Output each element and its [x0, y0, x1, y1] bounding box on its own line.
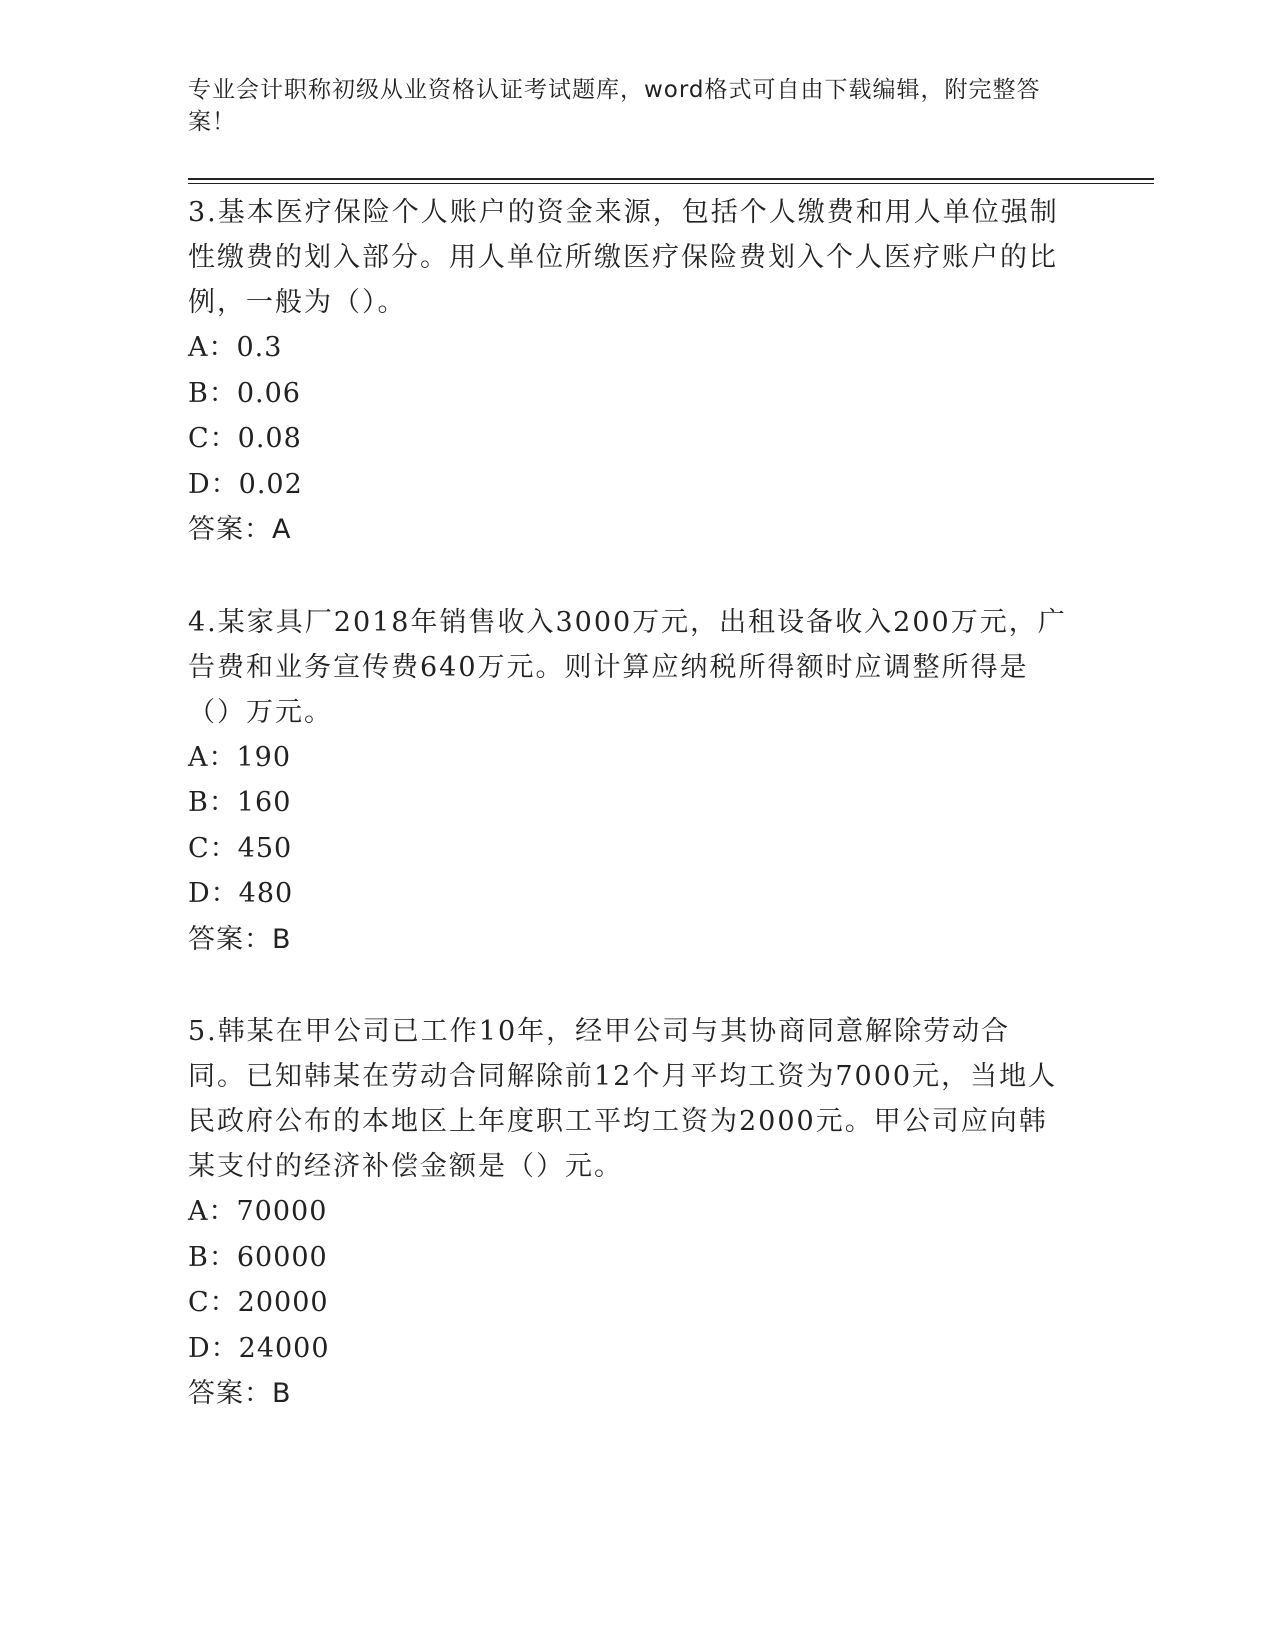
option-c: C：20000	[188, 1287, 329, 1318]
question-text: 5.韩某在甲公司已工作10年，经甲公司与其协商同意解除劳动合同。已知韩某在劳动合同解除前12个月平均工资为7000元，当地人民政府公布的本地区上年度职工平均工资为2000元。甲公司应向韩某支付的经济补偿金额是（）元。	[188, 1016, 1058, 1182]
question-text: 4.某家具厂2018年销售收入3000万元，出租设备收入200万元，广告费和业务宣传费640万元。则计算应纳税所得额时应调整所得是（）万元。	[188, 606, 1067, 728]
option-d: D：0.02	[188, 468, 303, 500]
option-c: C：450	[188, 832, 293, 864]
question-list	[188, 190, 1068, 1464]
option-b: B：160	[188, 787, 292, 818]
document-header: 专业会计职称初级从业资格认证考试题库，word格式可自由下载编辑，附完整答案！	[188, 77, 1041, 135]
option-a: A：70000	[188, 1196, 328, 1227]
option-a: A：190	[188, 741, 292, 773]
header-divider-thin	[188, 183, 1154, 184]
question-3	[188, 190, 1068, 553]
option-d: D：480	[188, 878, 294, 909]
header-divider-thick	[188, 178, 1154, 180]
answer-line: 答案：B	[188, 1378, 292, 1409]
option-a: A：0.3	[188, 332, 283, 363]
question-4	[188, 600, 1068, 963]
option-c: C：0.08	[188, 423, 302, 454]
question-text: 3.基本医疗保险个人账户的资金来源，包括个人缴费和用人单位强制性缴费的划入部分。用人单位所缴医疗保险费划入个人医疗账户的比例，一般为（）。	[188, 197, 1059, 318]
question-5	[188, 1009, 1068, 1417]
answer-line: 答案：A	[188, 514, 292, 545]
option-d: D：24000	[188, 1332, 330, 1364]
option-b: B：60000	[188, 1241, 328, 1273]
option-b: B：0.06	[188, 377, 301, 409]
answer-line: 答案：B	[188, 923, 292, 955]
